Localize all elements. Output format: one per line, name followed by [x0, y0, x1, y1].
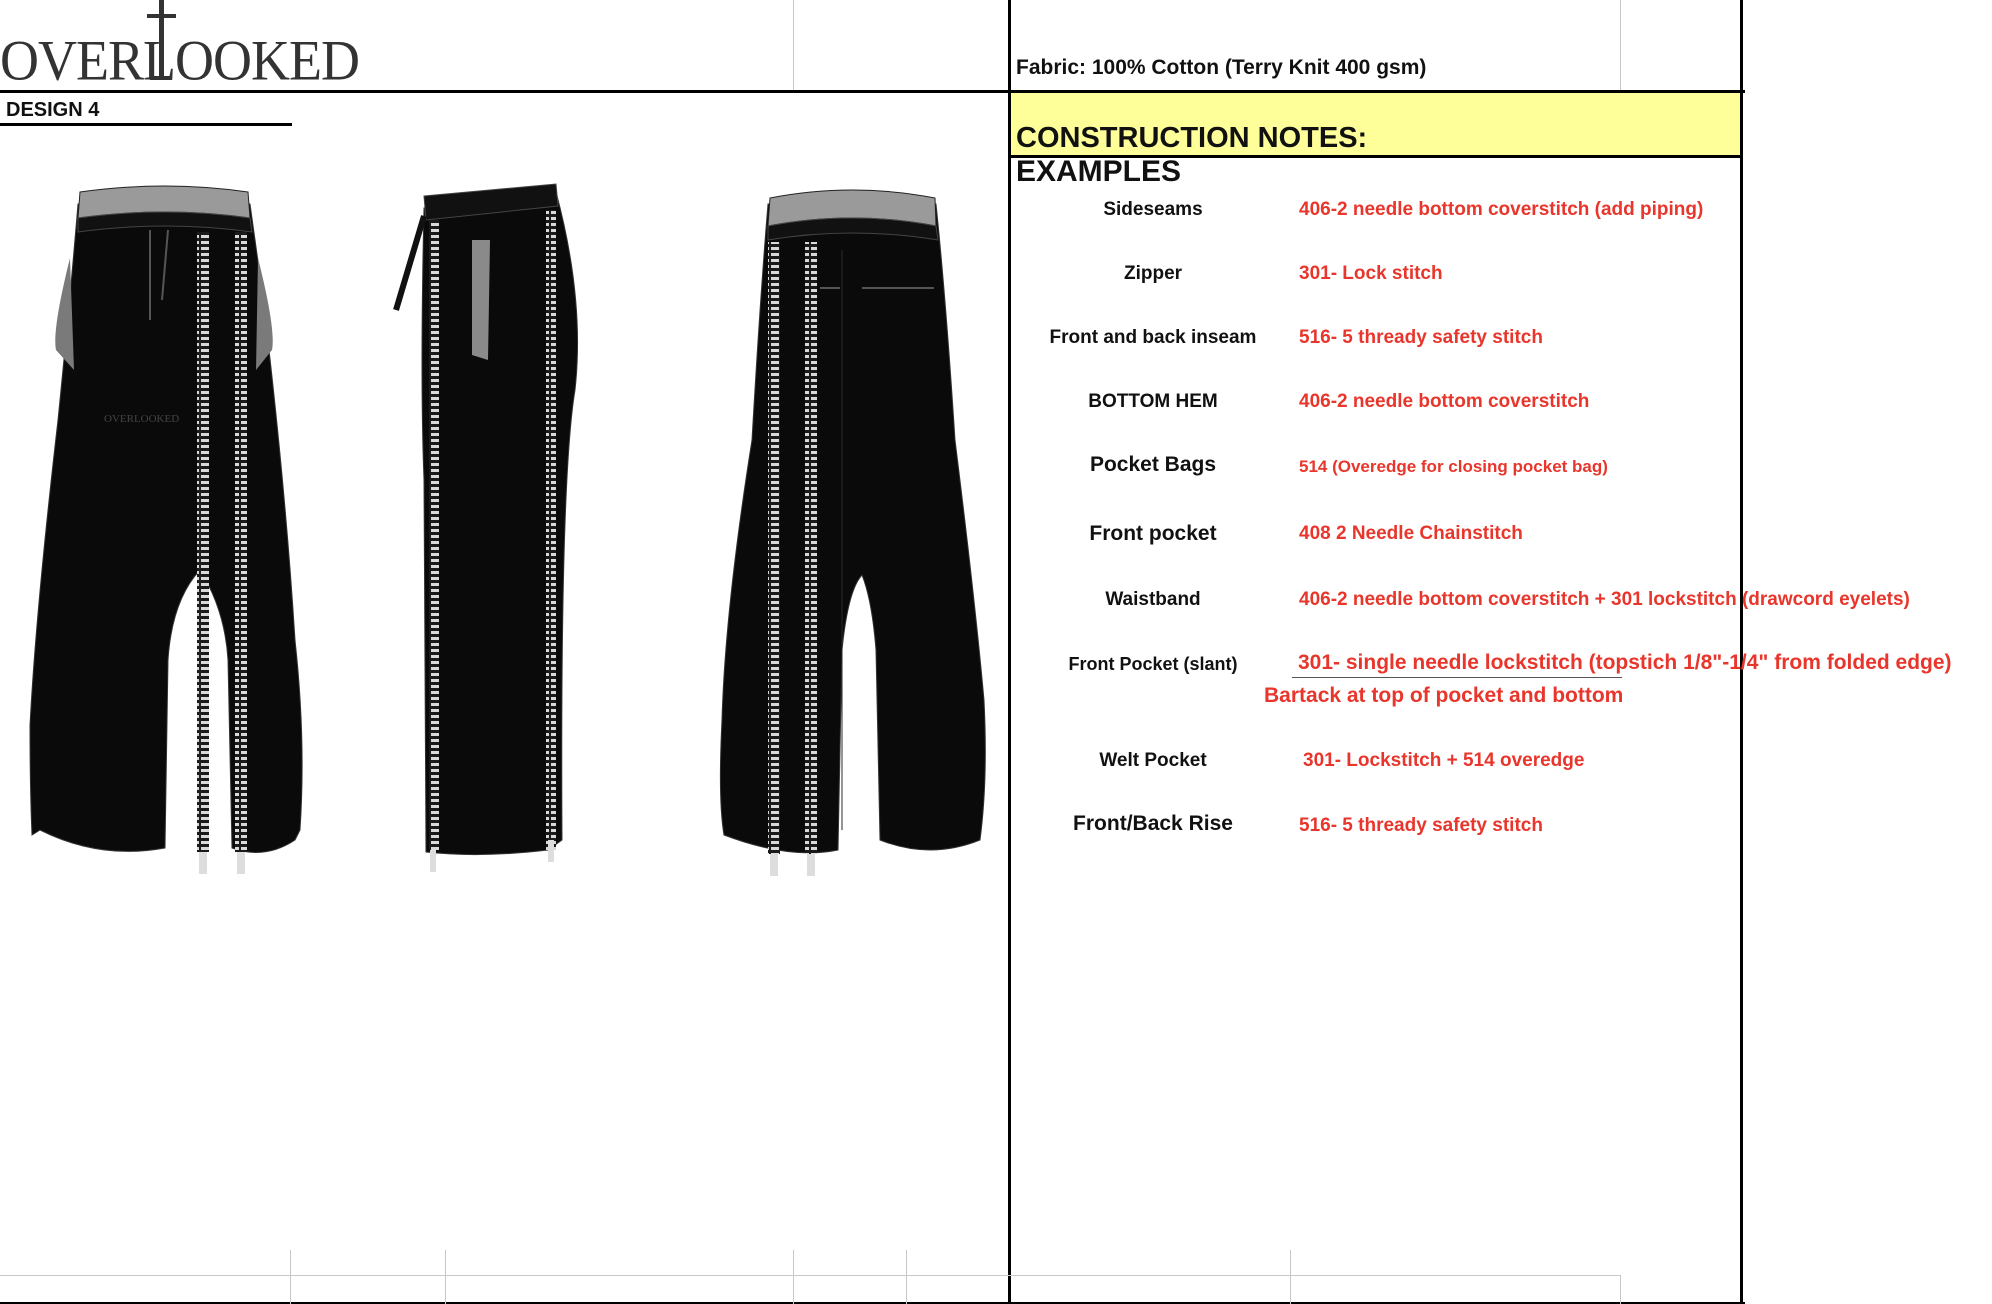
front-view-sketch: [30, 186, 302, 874]
brand-logo: [0, 0, 400, 93]
note-label-welt-pocket: Welt Pocket: [1099, 750, 1207, 771]
note-value-pocket-bags: 514 (Overedge for closing pocket bag): [1299, 457, 1608, 476]
note-value-zipper: 301- Lock stitch: [1299, 263, 1443, 284]
note-value-front-pocket: 408 2 Needle Chainstitch: [1299, 523, 1523, 544]
side-view-sketch: [396, 184, 578, 872]
grid-line: [1620, 0, 1621, 90]
fabric-spec: Fabric: 100% Cotton (Terry Knit 400 gsm): [1016, 56, 1427, 79]
note-label-front-pocket: Front pocket: [1089, 522, 1217, 545]
panel-divider: [1008, 0, 1011, 1304]
note-value-waistband: 406-2 needle bottom coverstitch + 301 lockstitch (drawcord eyelets): [1299, 589, 1910, 610]
footer-grid-line: [0, 1275, 1620, 1276]
footer-grid-line: [1290, 1250, 1291, 1304]
grid-line: [793, 0, 794, 90]
notes-title: CONSTRUCTION NOTES:: [1016, 122, 1368, 154]
note-value-bartack: Bartack at top of pocket and bottom: [1264, 684, 1624, 707]
note-value-inseam: 516- 5 thready safety stitch: [1299, 327, 1543, 348]
note-label-rise: Front/Back Rise: [1073, 812, 1233, 835]
logo-text: OVERLOOKED: [0, 29, 359, 93]
back-view-sketch: [720, 190, 985, 876]
footer-grid-line: [793, 1250, 794, 1304]
design-label-underline: [0, 123, 292, 126]
design-label: DESIGN 4: [6, 99, 100, 121]
note-value-bottom-hem: 406-2 needle bottom coverstitch: [1299, 391, 1590, 412]
footer-grid-line: [290, 1250, 291, 1304]
note-label-zipper: Zipper: [1123, 263, 1183, 284]
front-logo-print: OVERLOOKED: [104, 413, 180, 425]
garment-sketches: [0, 180, 1000, 900]
note-value-underline: [1292, 677, 1622, 678]
note-value-sideseams: 406-2 needle bottom coverstitch (add piping): [1299, 199, 1704, 220]
note-label-waistband: Waistband: [1105, 589, 1201, 610]
note-value-front-pocket-slant: 301- single needle lockstitch (topstich 1/8"-1/4" from folded edge): [1298, 651, 1952, 674]
note-label-front-pocket-slant: Front Pocket (slant): [1068, 654, 1238, 674]
note-value-rise: 516- 5 thready safety stitch: [1299, 815, 1543, 836]
note-value-welt-pocket: 301- Lockstitch + 514 overedge: [1303, 750, 1585, 771]
note-label-bottom-hem: BOTTOM HEM: [1088, 391, 1218, 412]
note-label-inseam: Front and back inseam: [1049, 327, 1257, 348]
notes-subtitle: EXAMPLES: [1016, 155, 1182, 188]
footer-grid-line: [445, 1250, 446, 1304]
note-label-sideseams: Sideseams: [1103, 199, 1203, 220]
note-label-pocket-bags: Pocket Bags: [1089, 453, 1217, 476]
footer-grid-line: [906, 1250, 907, 1304]
footer-grid-line: [1620, 1275, 1621, 1304]
